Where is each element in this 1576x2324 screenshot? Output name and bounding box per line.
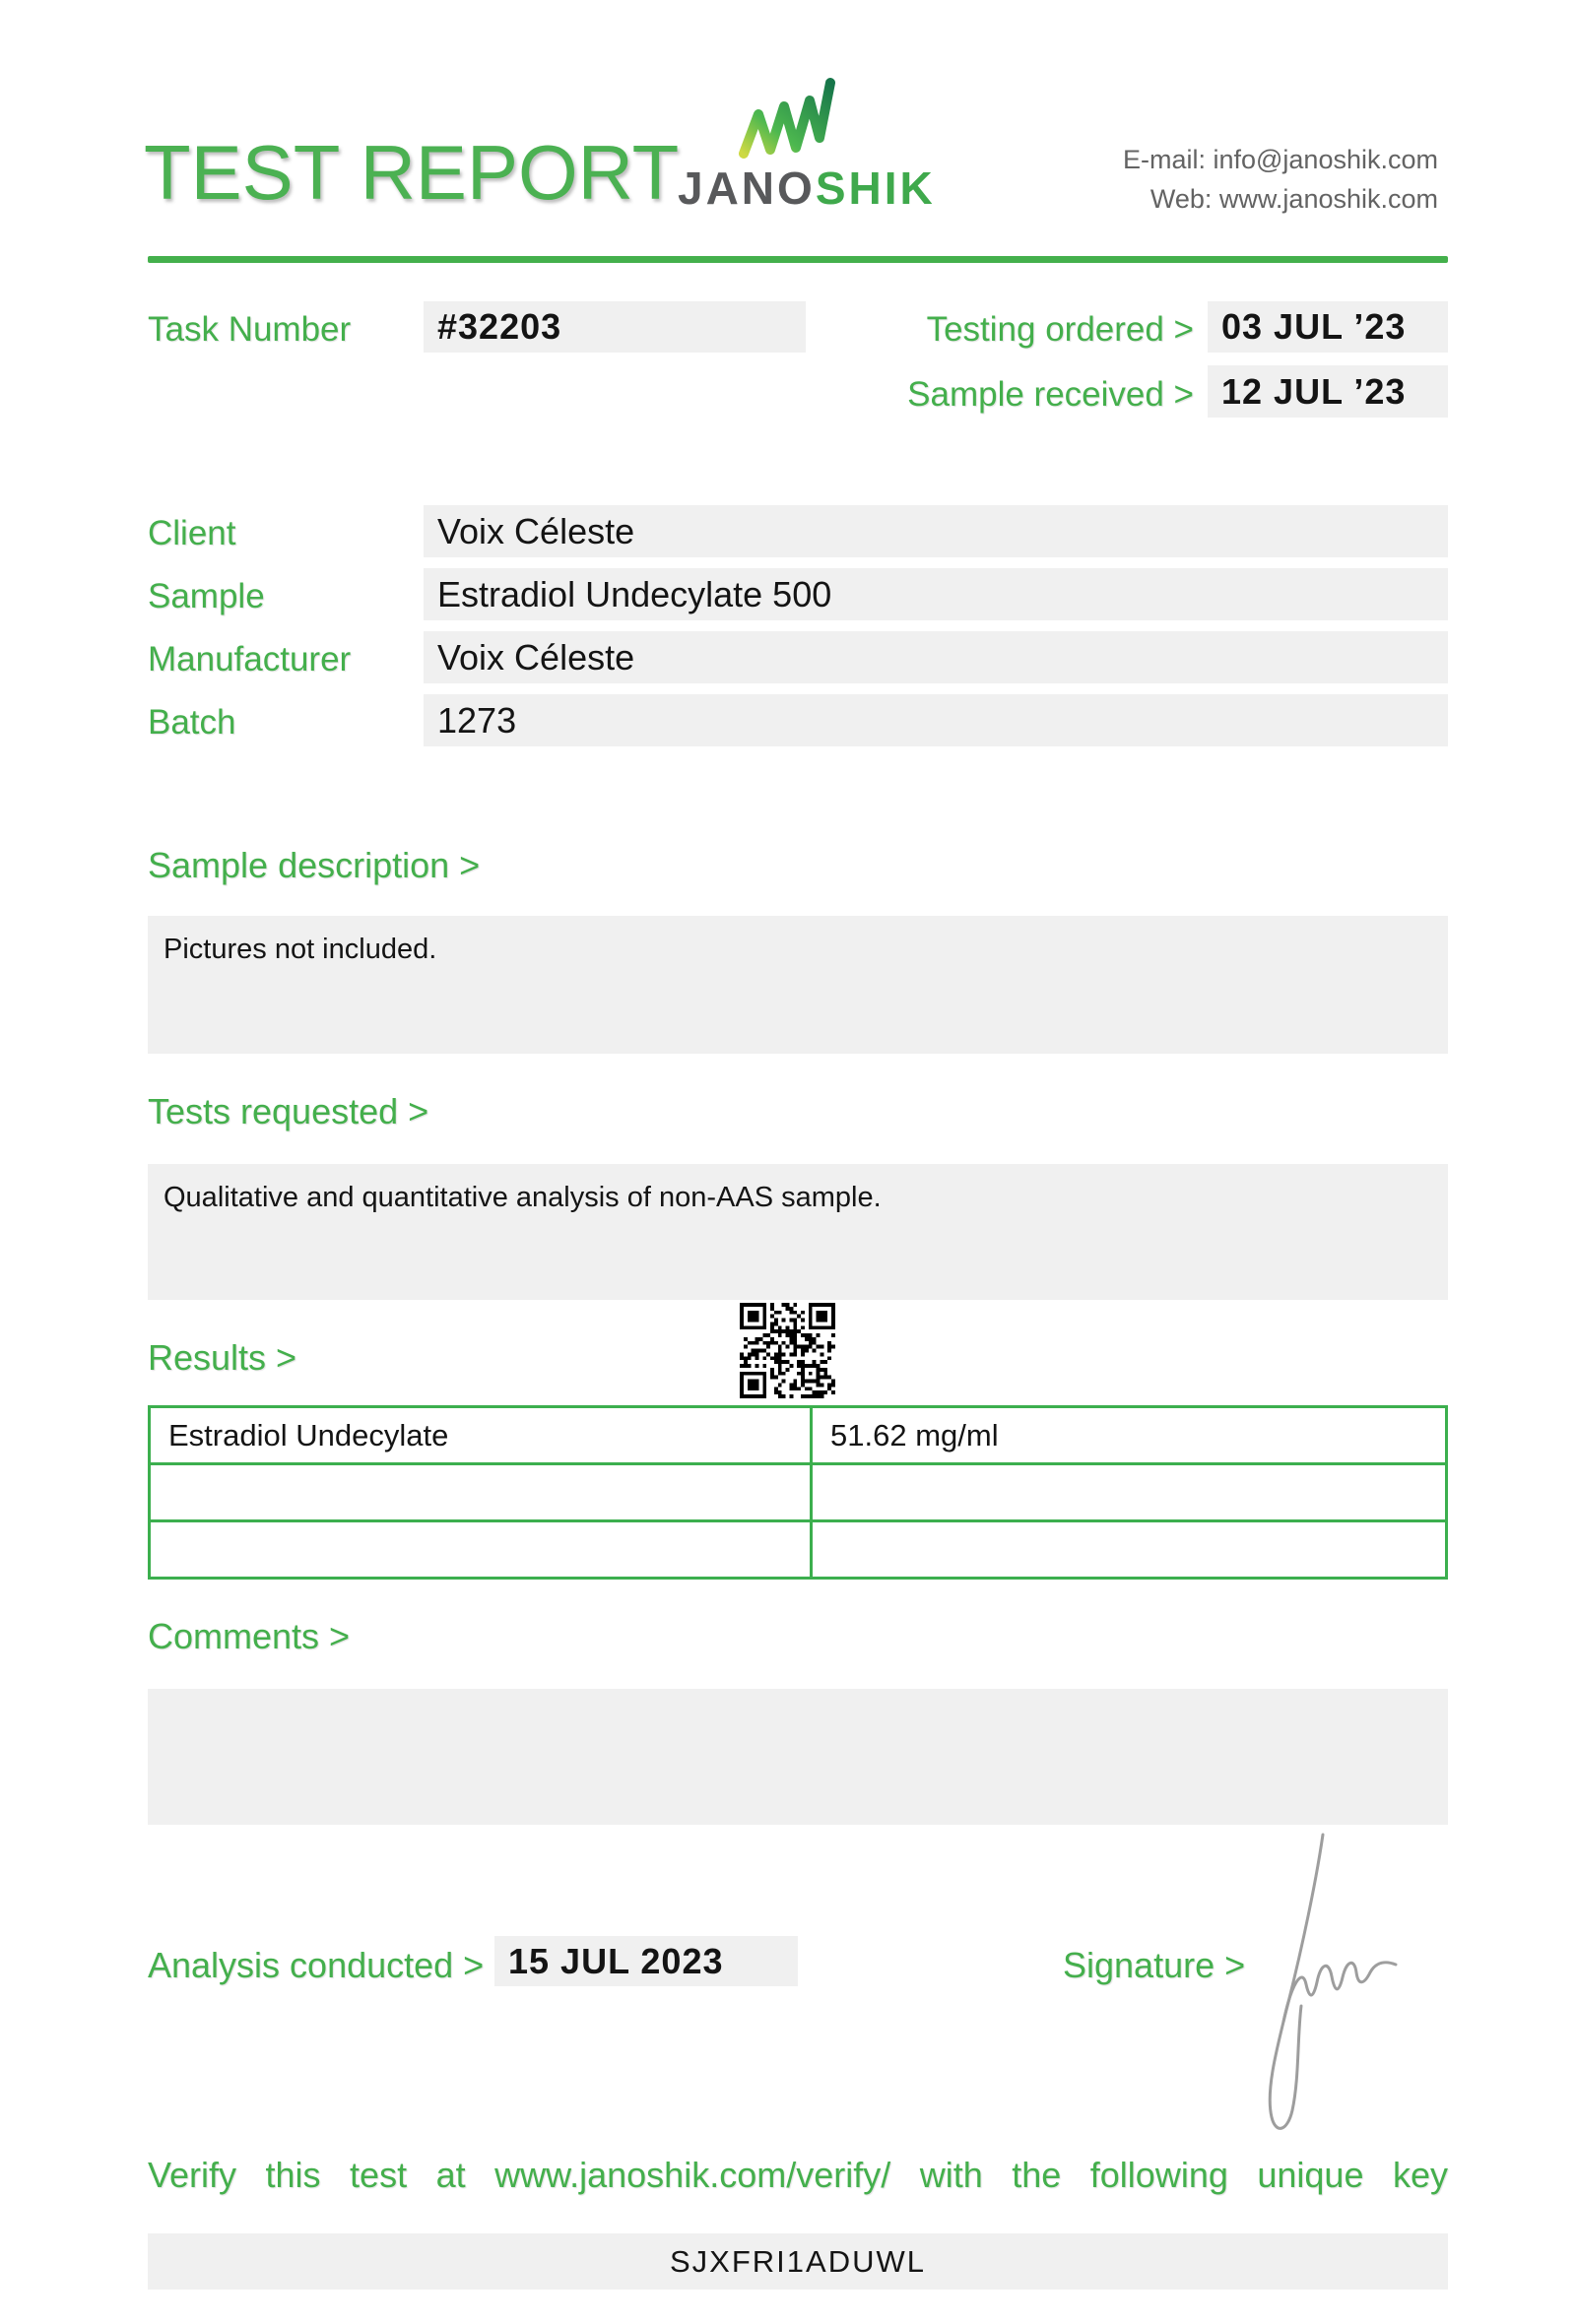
contact-email: E-mail: info@janoshik.com (1122, 145, 1438, 174)
comments-heading: Comments > (148, 1616, 351, 1656)
result-value-cell (812, 1464, 1447, 1521)
logo-wordmark (678, 162, 936, 214)
result-value-cell: 51.62 mg/ml (812, 1407, 1447, 1464)
unique-key-value: SJXFRI1ADUWL (670, 2243, 926, 2279)
sample-value: Estradiol Undecylate 500 (437, 573, 832, 614)
batch-label: Batch (148, 703, 236, 742)
unique-key-box (148, 2233, 1448, 2290)
qr-code-icon (740, 1303, 835, 1398)
client-label: Client (148, 514, 236, 552)
task-number-box (424, 301, 806, 353)
sample-received-label: Sample received > (907, 375, 1194, 414)
analysis-conducted-label: Analysis conducted > (148, 1945, 485, 1985)
logo-text-jano: JANO (678, 162, 816, 214)
manufacturer-box (424, 631, 1448, 683)
tests-requested-text: Qualitative and quantitative analysis of non-AAS sample. (164, 1182, 882, 1213)
client-box (424, 505, 1448, 557)
task-number-value: #32203 (437, 306, 562, 347)
manufacturer-value: Voix Céleste (437, 636, 635, 678)
testing-ordered-value: 03 JUL ’23 (1221, 306, 1407, 347)
result-name-cell (150, 1464, 812, 1521)
manufacturer-label: Manufacturer (148, 640, 352, 678)
verify-text: Verify this test at www.janoshik.com/verify/ with the following unique key (148, 2155, 1448, 2195)
contact-block (1123, 140, 1438, 219)
results-heading: Results > (148, 1337, 297, 1378)
testing-ordered-box (1208, 301, 1448, 353)
batch-box (424, 694, 1448, 746)
header-divider (148, 256, 1448, 263)
sample-label: Sample (148, 577, 265, 615)
testing-ordered-label: Testing ordered > (926, 310, 1194, 349)
tests-requested-box (148, 1164, 1448, 1300)
analysis-date-box (494, 1936, 798, 1986)
sample-description-box (148, 916, 1448, 1054)
result-row (150, 1464, 1447, 1521)
page-title: TEST REPORT (144, 129, 680, 216)
result-row (150, 1521, 1447, 1579)
batch-value: 1273 (437, 699, 517, 741)
sample-box (424, 568, 1448, 620)
analysis-date-value: 15 JUL 2023 (508, 1940, 724, 1981)
result-value-cell (812, 1521, 1447, 1579)
client-value: Voix Céleste (437, 510, 635, 551)
trend-chart-icon (737, 77, 835, 163)
tests-requested-heading: Tests requested > (148, 1091, 429, 1131)
result-name-cell: Estradiol Undecylate (150, 1407, 812, 1464)
sample-description-text: Pictures not included. (164, 934, 437, 965)
sample-received-box (1208, 365, 1448, 418)
contact-web: Web: www.janoshik.com (1149, 184, 1438, 214)
sample-received-value: 12 JUL ’23 (1221, 370, 1407, 412)
sample-description-heading: Sample description > (148, 845, 481, 885)
task-number-label: Task Number (148, 310, 352, 349)
result-name-cell (150, 1521, 812, 1579)
logo-text-shik: SHIK (815, 162, 936, 214)
signature-image (1256, 1817, 1413, 2142)
comments-box (148, 1689, 1448, 1825)
results-table (148, 1405, 1448, 1580)
signature-label: Signature > (1063, 1945, 1246, 1985)
result-row (150, 1407, 1447, 1464)
